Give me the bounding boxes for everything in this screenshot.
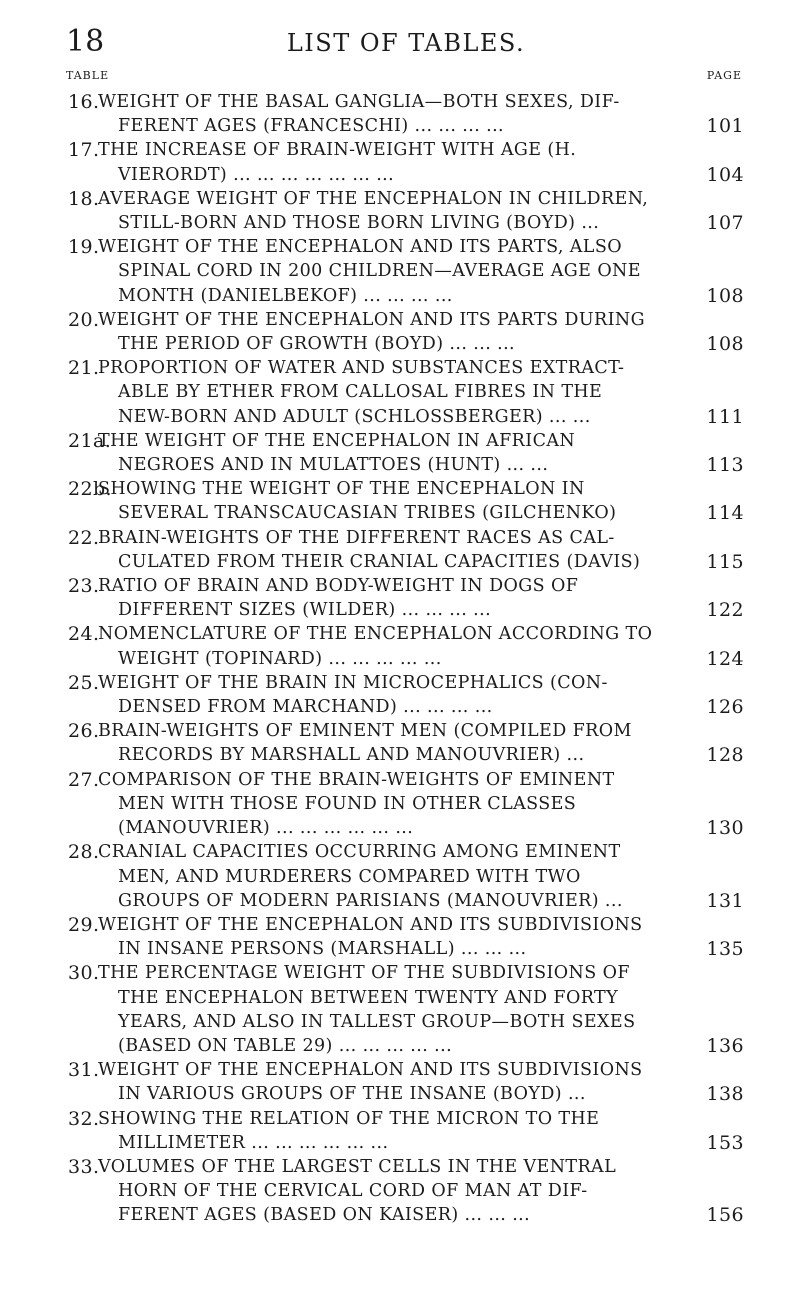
entry-page-number: 130 xyxy=(706,817,744,840)
entry-title-line: NEW-BORN AND ADULT (SCHLOSSBERGER) ... ... xyxy=(118,406,591,427)
table-entry xyxy=(68,526,744,574)
entry-page-number: 114 xyxy=(706,502,744,525)
entry-number: 22. xyxy=(68,526,100,549)
entry-page-number: 136 xyxy=(706,1034,744,1057)
entry-title-line: IN INSANE PERSONS (MARSHALL) ... ... ... xyxy=(118,939,527,960)
entry-title-line: THE PERCENTAGE WEIGHT OF THE SUBDIVISIONS OF xyxy=(98,963,630,984)
table-entry xyxy=(68,308,744,356)
table-entry xyxy=(68,913,744,961)
entry-title-line: FERENT AGES (FRANCESCHI) ... ... ... ... xyxy=(118,116,505,137)
entry-number: 19. xyxy=(68,236,100,259)
table-entry xyxy=(68,235,744,308)
table-entry xyxy=(68,671,744,719)
entry-number: 20. xyxy=(68,308,100,331)
entry-page-number: 115 xyxy=(706,550,744,573)
entry-number: 26. xyxy=(68,720,100,743)
entry-title-line: MEN WITH THOSE FOUND IN OTHER CLASSES xyxy=(118,793,577,814)
entry-number: 32. xyxy=(68,1107,100,1130)
entry-number: 21a. xyxy=(68,429,112,452)
table-entry xyxy=(68,1155,744,1228)
entry-title xyxy=(98,477,690,525)
entry-page-number: 108 xyxy=(706,333,744,356)
entry-title-line: CRANIAL CAPACITIES OCCURRING AMONG EMINENT xyxy=(98,842,621,863)
entry-page-number: 128 xyxy=(706,744,744,767)
entry-title-line: SPINAL CORD IN 200 CHILDREN—AVERAGE AGE ONE xyxy=(118,261,641,282)
entry-title xyxy=(98,768,690,841)
entry-title-line: WEIGHT OF THE ENCEPHALON AND ITS PARTS, ALSO xyxy=(98,237,622,258)
entry-page-number: 113 xyxy=(706,454,744,477)
table-entry xyxy=(68,356,744,429)
entry-number: 21. xyxy=(68,357,100,380)
entry-number: 23. xyxy=(68,575,100,598)
entry-title xyxy=(98,622,690,670)
entry-title-line: PROPORTION OF WATER AND SUBSTANCES EXTRACT- xyxy=(98,358,625,379)
entry-title-line: THE PERIOD OF GROWTH (BOYD) ... ... ... xyxy=(118,334,516,355)
table-entry xyxy=(68,719,744,767)
page-number: 18 xyxy=(66,24,105,59)
entry-title-line: DENSED FROM MARCHAND) ... ... ... ... xyxy=(118,697,493,718)
entry-title-line: BRAIN-WEIGHTS OF THE DIFFERENT RACES AS CAL- xyxy=(98,527,615,548)
entry-title-line: DIFFERENT SIZES (WILDER) ... ... ... ... xyxy=(118,600,492,621)
entry-number: 17. xyxy=(68,139,100,162)
entry-title xyxy=(98,235,690,308)
table-entry xyxy=(68,961,744,1058)
entry-page-number: 101 xyxy=(706,115,744,138)
entry-title xyxy=(98,138,690,186)
entry-title xyxy=(98,913,690,961)
entry-title-line: WEIGHT (TOPINARD) ... ... ... ... ... xyxy=(118,648,442,669)
entry-title-line: (BASED ON TABLE 29) ... ... ... ... ... xyxy=(118,1035,453,1056)
entry-number: 29. xyxy=(68,913,100,936)
table-entry xyxy=(68,574,744,622)
entry-number: 22b. xyxy=(68,478,112,501)
entry-title-line: HORN OF THE CERVICAL CORD OF MAN AT DIF- xyxy=(118,1181,588,1202)
entry-page-number: 135 xyxy=(706,938,744,961)
entry-title-line: COMPARISON OF THE BRAIN-WEIGHTS OF EMINENT xyxy=(98,769,615,790)
entry-title xyxy=(98,719,690,767)
entry-number: 18. xyxy=(68,187,100,210)
entry-page-number: 107 xyxy=(706,212,744,235)
running-head xyxy=(66,22,746,62)
entry-title-line: THE ENCEPHALON BETWEEN TWENTY AND FORTY xyxy=(118,987,619,1008)
entry-page-number: 111 xyxy=(706,405,744,428)
entry-page-number: 131 xyxy=(706,889,744,912)
entry-page-number: 124 xyxy=(706,647,744,670)
entry-title-line: WEIGHT OF THE ENCEPHALON AND ITS SUBDIVISIONS xyxy=(98,1060,643,1081)
entry-title-line: NEGROES AND IN MULATTOES (HUNT) ... ... xyxy=(118,455,549,476)
entry-title-line: YEARS, AND ALSO IN TALLEST GROUP—BOTH SEXES xyxy=(118,1011,636,1032)
entry-title-line: SHOWING THE RELATION OF THE MICRON TO THE xyxy=(98,1108,600,1129)
entry-title xyxy=(98,1155,690,1228)
column-headings xyxy=(66,67,742,85)
table-entry xyxy=(68,138,744,186)
entry-title-line: BRAIN-WEIGHTS OF EMINENT MEN (COMPILED FROM xyxy=(98,721,632,742)
table-entry xyxy=(68,1107,744,1155)
entry-title-line: CULATED FROM THEIR CRANIAL CAPACITIES (DAVIS) xyxy=(118,551,641,572)
entry-title-line: (MANOUVRIER) ... ... ... ... ... ... xyxy=(118,818,414,839)
entry-title-line: WEIGHT OF THE ENCEPHALON AND ITS PARTS DURING xyxy=(98,309,645,330)
entry-page-number: 138 xyxy=(706,1083,744,1106)
table-entry xyxy=(68,768,744,841)
entry-title-line: SHOWING THE WEIGHT OF THE ENCEPHALON IN xyxy=(98,479,585,500)
entry-title-line: MEN, AND MURDERERS COMPARED WITH TWO xyxy=(118,866,581,887)
page-column-label: PAGE xyxy=(706,69,742,82)
entry-title-line: RECORDS BY MARSHALL AND MANOUVRIER) ... xyxy=(118,745,585,766)
entry-number: 27. xyxy=(68,768,100,791)
table-entry xyxy=(68,90,744,138)
entry-title xyxy=(98,1058,690,1106)
entry-title-line: GROUPS OF MODERN PARISIANS (MANOUVRIER) ... xyxy=(118,890,623,911)
entry-number: 30. xyxy=(68,962,100,985)
entry-title xyxy=(98,1107,690,1155)
entry-page-number: 104 xyxy=(706,163,744,186)
entry-title xyxy=(98,574,690,622)
entry-page-number: 126 xyxy=(706,696,744,719)
entry-page-number: 153 xyxy=(706,1131,744,1154)
entry-title xyxy=(98,961,690,1058)
entry-title xyxy=(98,90,690,138)
table-entry xyxy=(68,429,744,477)
entry-page-number: 122 xyxy=(706,599,744,622)
entry-title-line: STILL-BORN AND THOSE BORN LIVING (BOYD) ... xyxy=(118,213,600,234)
entry-title xyxy=(98,429,690,477)
table-entry xyxy=(68,840,744,913)
entry-title xyxy=(98,671,690,719)
entry-title-line: VOLUMES OF THE LARGEST CELLS IN THE VENTRAL xyxy=(98,1156,617,1177)
entry-title xyxy=(98,308,690,356)
entry-title-line: AVERAGE WEIGHT OF THE ENCEPHALON IN CHILDREN, xyxy=(98,188,649,209)
entry-page-number: 156 xyxy=(706,1204,744,1227)
entry-title-line: RATIO OF BRAIN AND BODY-WEIGHT IN DOGS OF xyxy=(98,576,579,597)
entry-number: 25. xyxy=(68,671,100,694)
entry-title-line: WEIGHT OF THE BRAIN IN MICROCEPHALICS (CON- xyxy=(98,672,608,693)
table-entry xyxy=(68,622,744,670)
entry-title xyxy=(98,356,690,429)
entry-title-line: SEVERAL TRANSCAUCASIAN TRIBES (GILCHENKO) xyxy=(118,503,617,524)
entry-title-line: VIERORDT) ... ... ... ... ... ... ... xyxy=(118,164,395,185)
entry-title xyxy=(98,840,690,913)
entry-title-line: THE INCREASE OF BRAIN-WEIGHT WITH AGE (H. xyxy=(98,140,577,161)
table-list xyxy=(68,90,744,1228)
entry-title-line: NOMENCLATURE OF THE ENCEPHALON ACCORDING TO xyxy=(98,624,653,645)
entry-title-line: THE WEIGHT OF THE ENCEPHALON IN AFRICAN xyxy=(98,430,576,451)
entry-title xyxy=(98,526,690,574)
entry-title-line: MILLIMETER ... ... ... ... ... ... xyxy=(118,1132,389,1153)
entry-title-line: FERENT AGES (BASED ON KAISER) ... ... ... xyxy=(118,1205,531,1226)
entry-number: 33. xyxy=(68,1155,100,1178)
entry-title-line: ABLE BY ETHER FROM CALLOSAL FIBRES IN THE xyxy=(118,382,603,403)
entry-title xyxy=(98,187,690,235)
entry-title-line: WEIGHT OF THE ENCEPHALON AND ITS SUBDIVISIONS xyxy=(98,914,643,935)
entry-title-line: MONTH (DANIELBEKOF) ... ... ... ... xyxy=(118,285,453,306)
entry-title-line: IN VARIOUS GROUPS OF THE INSANE (BOYD) ... xyxy=(118,1084,586,1105)
entry-title-line: WEIGHT OF THE BASAL GANGLIA—BOTH SEXES, DIF- xyxy=(98,92,620,112)
entry-number: 31. xyxy=(68,1059,100,1082)
table-entry xyxy=(68,187,744,235)
entry-number: 16. xyxy=(68,91,100,113)
entry-number: 28. xyxy=(68,841,100,864)
table-entry xyxy=(68,1058,744,1106)
table-entry xyxy=(68,477,744,525)
entry-page-number: 108 xyxy=(706,284,744,307)
entry-number: 24. xyxy=(68,623,100,646)
table-column-label: TABLE xyxy=(66,69,110,82)
running-title: LIST OF TABLES. xyxy=(286,29,526,57)
